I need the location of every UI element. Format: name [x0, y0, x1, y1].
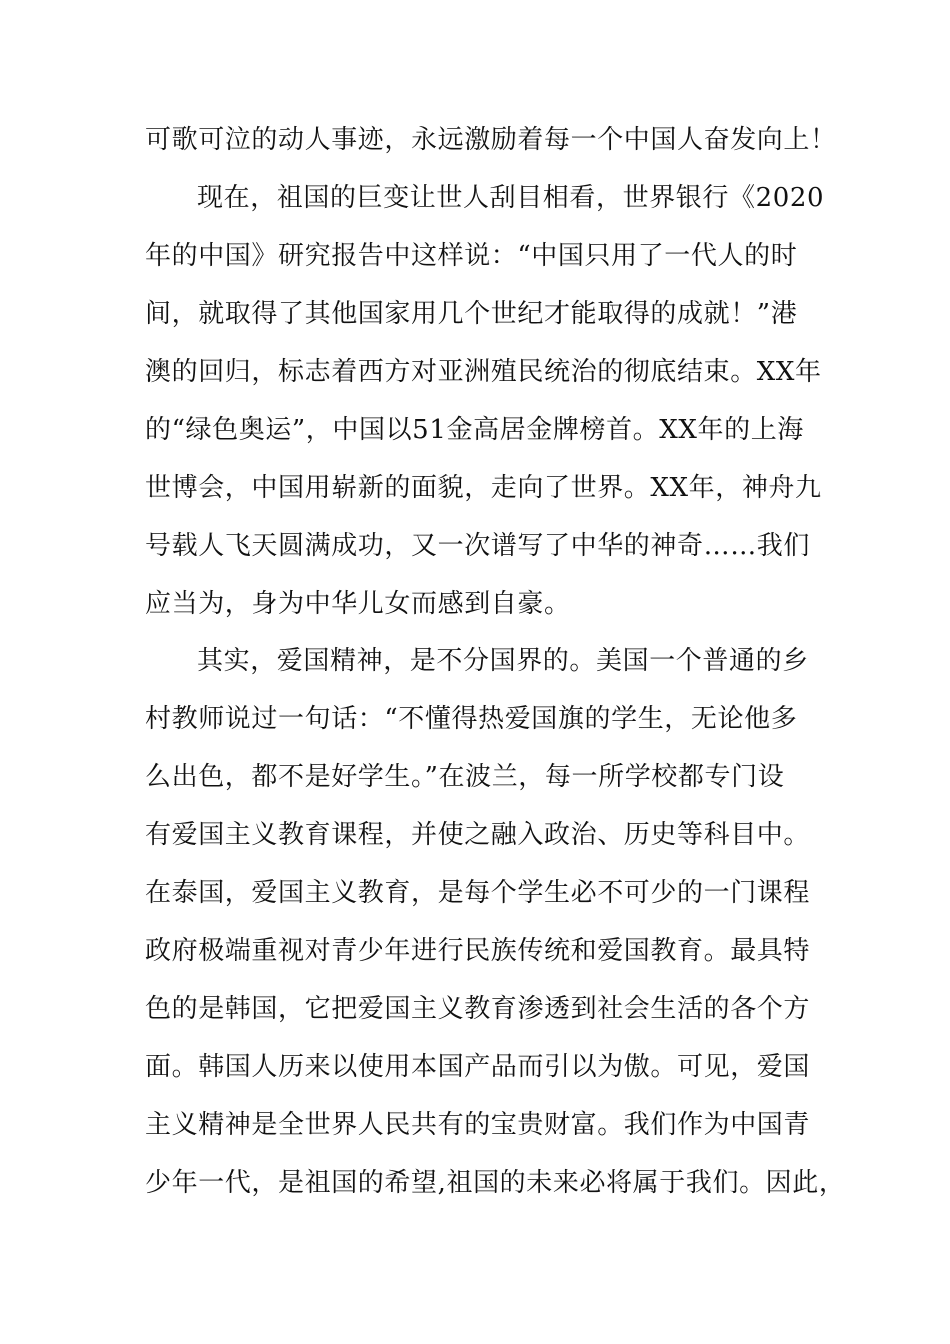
text-line: 政府极端重视对青少年进行民族传统和爱国教育。最具特 [145, 936, 811, 966]
text-line: 世博会，中国用崭新的面貌，走向了世界。XX年，神舟九 [145, 473, 822, 503]
text-line: 村教师说过一句话：“不懂得热爱国旗的学生，无论他多 [145, 704, 798, 734]
text-line: 色的是韩国，它把爱国主义教育渗透到社会生活的各个方 [145, 994, 811, 1024]
text-line: 可歌可泣的动人事迹，永远激励着每一个中国人奋发向上！ [145, 125, 837, 155]
text-line: 的“绿色奥运”，中国以51金高居金牌榜首。XX年的上海 [145, 415, 804, 445]
text-line: 主义精神是全世界人民共有的宝贵财富。我们作为中国青 [145, 1110, 811, 1140]
text-line: 应当为，身为中华儿女而感到自豪。 [145, 589, 571, 619]
text-line: 么出色，都不是好学生。”在波兰，每一所学校都专门设 [145, 762, 785, 792]
text-line: 澳的回归，标志着西方对亚洲殖民统治的彻底结束。XX年 [145, 357, 822, 387]
text-line: 号载人飞天圆满成功，又一次谱写了中华的神奇……我们 [145, 531, 811, 561]
text-line: 面。韩国人历来以使用本国产品而引以为傲。可见，爱国 [145, 1052, 811, 1082]
text-line: 年的中国》研究报告中这样说：“中国只用了一代人的时 [145, 241, 798, 271]
paragraph-start-line: 其实，爱国精神，是不分国界的。美国一个普通的乡 [197, 646, 809, 676]
text-line: 间，就取得了其他国家用几个世纪才能取得的成就！”港 [145, 299, 798, 329]
paragraph-start-line: 现在，祖国的巨变让世人刮目相看，世界银行《2020 [197, 183, 825, 213]
text-line: 少年一代，是祖国的希望,祖国的未来必将属于我们。因此， [145, 1168, 846, 1198]
text-line: 在泰国，爱国主义教育，是每个学生必不可少的一门课程 [145, 878, 811, 908]
text-line: 有爱国主义教育课程，并使之融入政治、历史等科目中。 [145, 820, 811, 850]
